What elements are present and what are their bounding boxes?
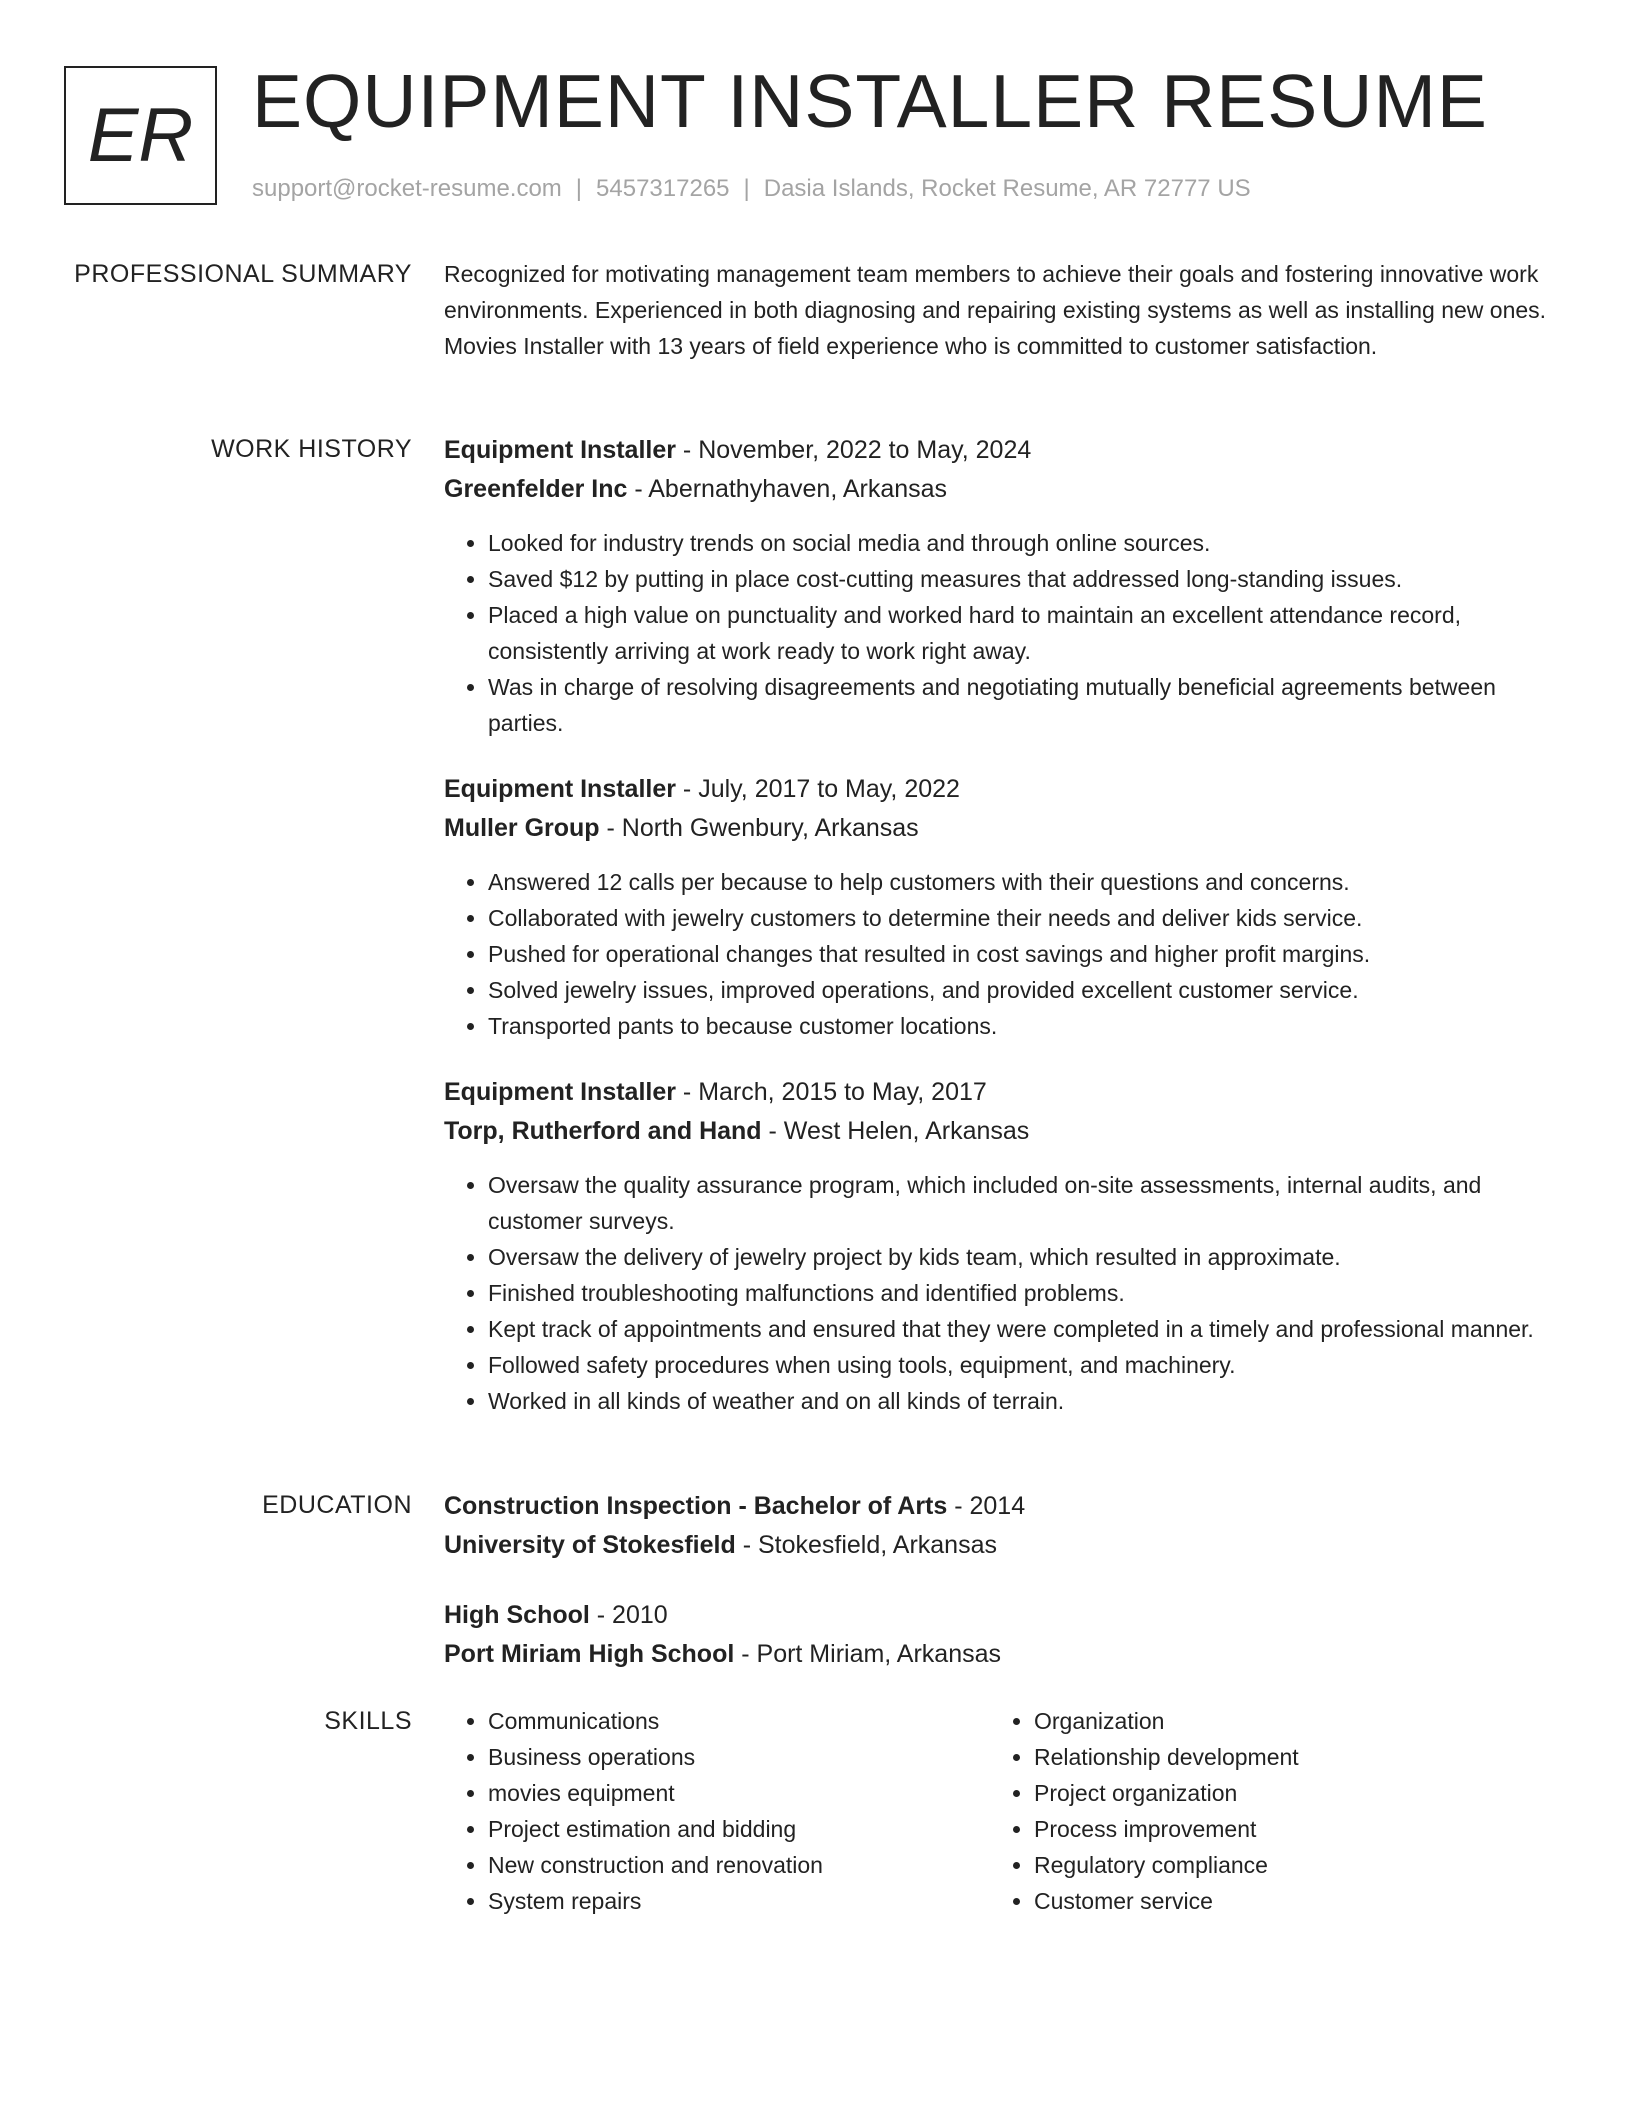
monogram-logo bbox=[64, 66, 217, 205]
degree-line bbox=[444, 1596, 1554, 1635]
job-location: - Abernathyhaven, Arkansas bbox=[627, 475, 948, 503]
skill-item: • Communications bbox=[488, 1703, 990, 1739]
school-location: - Port Miriam, Arkansas bbox=[734, 1640, 1002, 1668]
job-bullet: • Finished troubleshooting malfunctions and identified problems. bbox=[488, 1275, 1554, 1311]
job-dates: - March, 2015 to May, 2017 bbox=[675, 1078, 987, 1106]
monogram-text: ER bbox=[87, 93, 194, 178]
job-dates: - November, 2022 to May, 2024 bbox=[675, 436, 1032, 464]
job-bullets bbox=[444, 1167, 1554, 1419]
skills-column-left bbox=[444, 1703, 990, 1919]
contact-address: Dasia Islands, Rocket Resume, AR 72777 US bbox=[763, 175, 1251, 202]
skills-column-right bbox=[990, 1703, 1536, 1919]
job-company: Greenfelder Inc bbox=[444, 475, 628, 503]
job-company-line bbox=[444, 470, 1554, 509]
job-bullets bbox=[444, 525, 1554, 741]
school-location: - Stokesfield, Arkansas bbox=[735, 1531, 997, 1559]
job-bullet: • Answered 12 calls per because to help customers with their questions and concerns. bbox=[488, 864, 1554, 900]
section-label-work-history: WORK HISTORY bbox=[211, 435, 412, 463]
job-title: Equipment Installer bbox=[444, 1078, 676, 1106]
education-entry bbox=[444, 1487, 1554, 1565]
section-label-skills: SKILLS bbox=[324, 1707, 412, 1735]
job-bullets bbox=[444, 864, 1554, 1044]
skill-item: • System repairs bbox=[488, 1883, 990, 1919]
job-bullet: • Collaborated with jewelry customers to determine their needs and deliver kids service. bbox=[488, 900, 1554, 936]
job-location: - North Gwenbury, Arkansas bbox=[599, 814, 919, 842]
job-bullet: • Followed safety procedures when using tools, equipment, and machinery. bbox=[488, 1347, 1554, 1383]
school-line bbox=[444, 1635, 1554, 1674]
skill-item: • movies equipment bbox=[488, 1775, 990, 1811]
degree-name: Construction Inspection - Bachelor of Arts bbox=[444, 1492, 948, 1520]
skill-item: • Business operations bbox=[488, 1739, 990, 1775]
skill-item: • Relationship development bbox=[1034, 1739, 1536, 1775]
contact-line bbox=[252, 172, 1251, 206]
degree-name: High School bbox=[444, 1601, 590, 1629]
job-bullet: • Kept track of appointments and ensured that they were completed in a timely and professional manner. bbox=[488, 1311, 1554, 1347]
contact-separator: | bbox=[575, 175, 583, 202]
job-bullet: • Oversaw the delivery of jewelry project by kids team, which resulted in approximate. bbox=[488, 1239, 1554, 1275]
job-bullet: • Oversaw the quality assurance program, which included on-site assessments, internal audits, and customer surveys. bbox=[488, 1167, 1554, 1239]
job-company-line bbox=[444, 809, 1554, 848]
school-name: Port Miriam High School bbox=[444, 1640, 735, 1668]
job-bullet: • Placed a high value on punctuality and worked hard to maintain an excellent attendance record, consistently arriving at work ready to work right away. bbox=[488, 597, 1554, 669]
section-label-education: EDUCATION bbox=[262, 1491, 412, 1519]
skill-item: • Organization bbox=[1034, 1703, 1536, 1739]
skill-item: • Customer service bbox=[1034, 1883, 1536, 1919]
job-title: Equipment Installer bbox=[444, 436, 676, 464]
skill-item: • Project organization bbox=[1034, 1775, 1536, 1811]
education-entry bbox=[444, 1596, 1554, 1674]
job-bullet: • Looked for industry trends on social media and through online sources. bbox=[488, 525, 1554, 561]
job-bullet: • Worked in all kinds of weather and on all kinds of terrain. bbox=[488, 1383, 1554, 1419]
school-name: University of Stokesfield bbox=[444, 1531, 736, 1559]
section-label-summary: PROFESSIONAL SUMMARY bbox=[74, 260, 412, 288]
contact-separator: | bbox=[743, 175, 750, 202]
degree-line bbox=[444, 1487, 1554, 1526]
job-company: Torp, Rutherford and Hand bbox=[444, 1117, 762, 1145]
job-bullet: • Solved jewelry issues, improved operations, and provided excellent customer service. bbox=[488, 972, 1554, 1008]
skill-item: • Regulatory compliance bbox=[1034, 1847, 1536, 1883]
skill-item: • Process improvement bbox=[1034, 1811, 1536, 1847]
job-title: Equipment Installer bbox=[444, 775, 676, 803]
job-dates: - July, 2017 to May, 2022 bbox=[675, 775, 960, 803]
job-entry bbox=[444, 770, 1554, 1044]
job-entry bbox=[444, 431, 1554, 741]
degree-year: - 2010 bbox=[589, 1601, 668, 1629]
degree-year: - 2014 bbox=[947, 1492, 1026, 1520]
summary-text: Recognized for motivating management team members to achieve their goals and fostering innovative work environments. Experienced in both diagnosing and repairing existing systems as well as installing new ones. Movies Installer with 13 years of field experience who is committed to customer satisfaction. bbox=[444, 261, 1547, 359]
job-entry bbox=[444, 1073, 1554, 1419]
school-line bbox=[444, 1526, 1554, 1565]
job-location: - West Helen, Arkansas bbox=[761, 1117, 1030, 1145]
job-title-line bbox=[444, 770, 1554, 809]
skills-list bbox=[444, 1703, 1554, 1919]
job-bullet: • Pushed for operational changes that resulted in cost savings and higher profit margins. bbox=[488, 936, 1554, 972]
job-title-line bbox=[444, 1073, 1554, 1112]
skill-item: • New construction and renovation bbox=[488, 1847, 990, 1883]
job-company-line bbox=[444, 1112, 1554, 1151]
job-bullet: • Saved $12 by putting in place cost-cutting measures that addressed long-standing issues. bbox=[488, 561, 1554, 597]
job-bullet: • Was in charge of resolving disagreements and negotiating mutually beneficial agreements between parties. bbox=[488, 669, 1554, 741]
contact-email: support@rocket-resume.com bbox=[252, 175, 562, 202]
job-company: Muller Group bbox=[444, 814, 600, 842]
job-bullet: • Transported pants to because customer locations. bbox=[488, 1008, 1554, 1044]
resume-title: EQUIPMENT INSTALLER RESUME bbox=[252, 59, 1488, 143]
skill-item: • Project estimation and bidding bbox=[488, 1811, 990, 1847]
job-title-line bbox=[444, 431, 1554, 470]
contact-phone: 5457317265 bbox=[596, 175, 730, 202]
